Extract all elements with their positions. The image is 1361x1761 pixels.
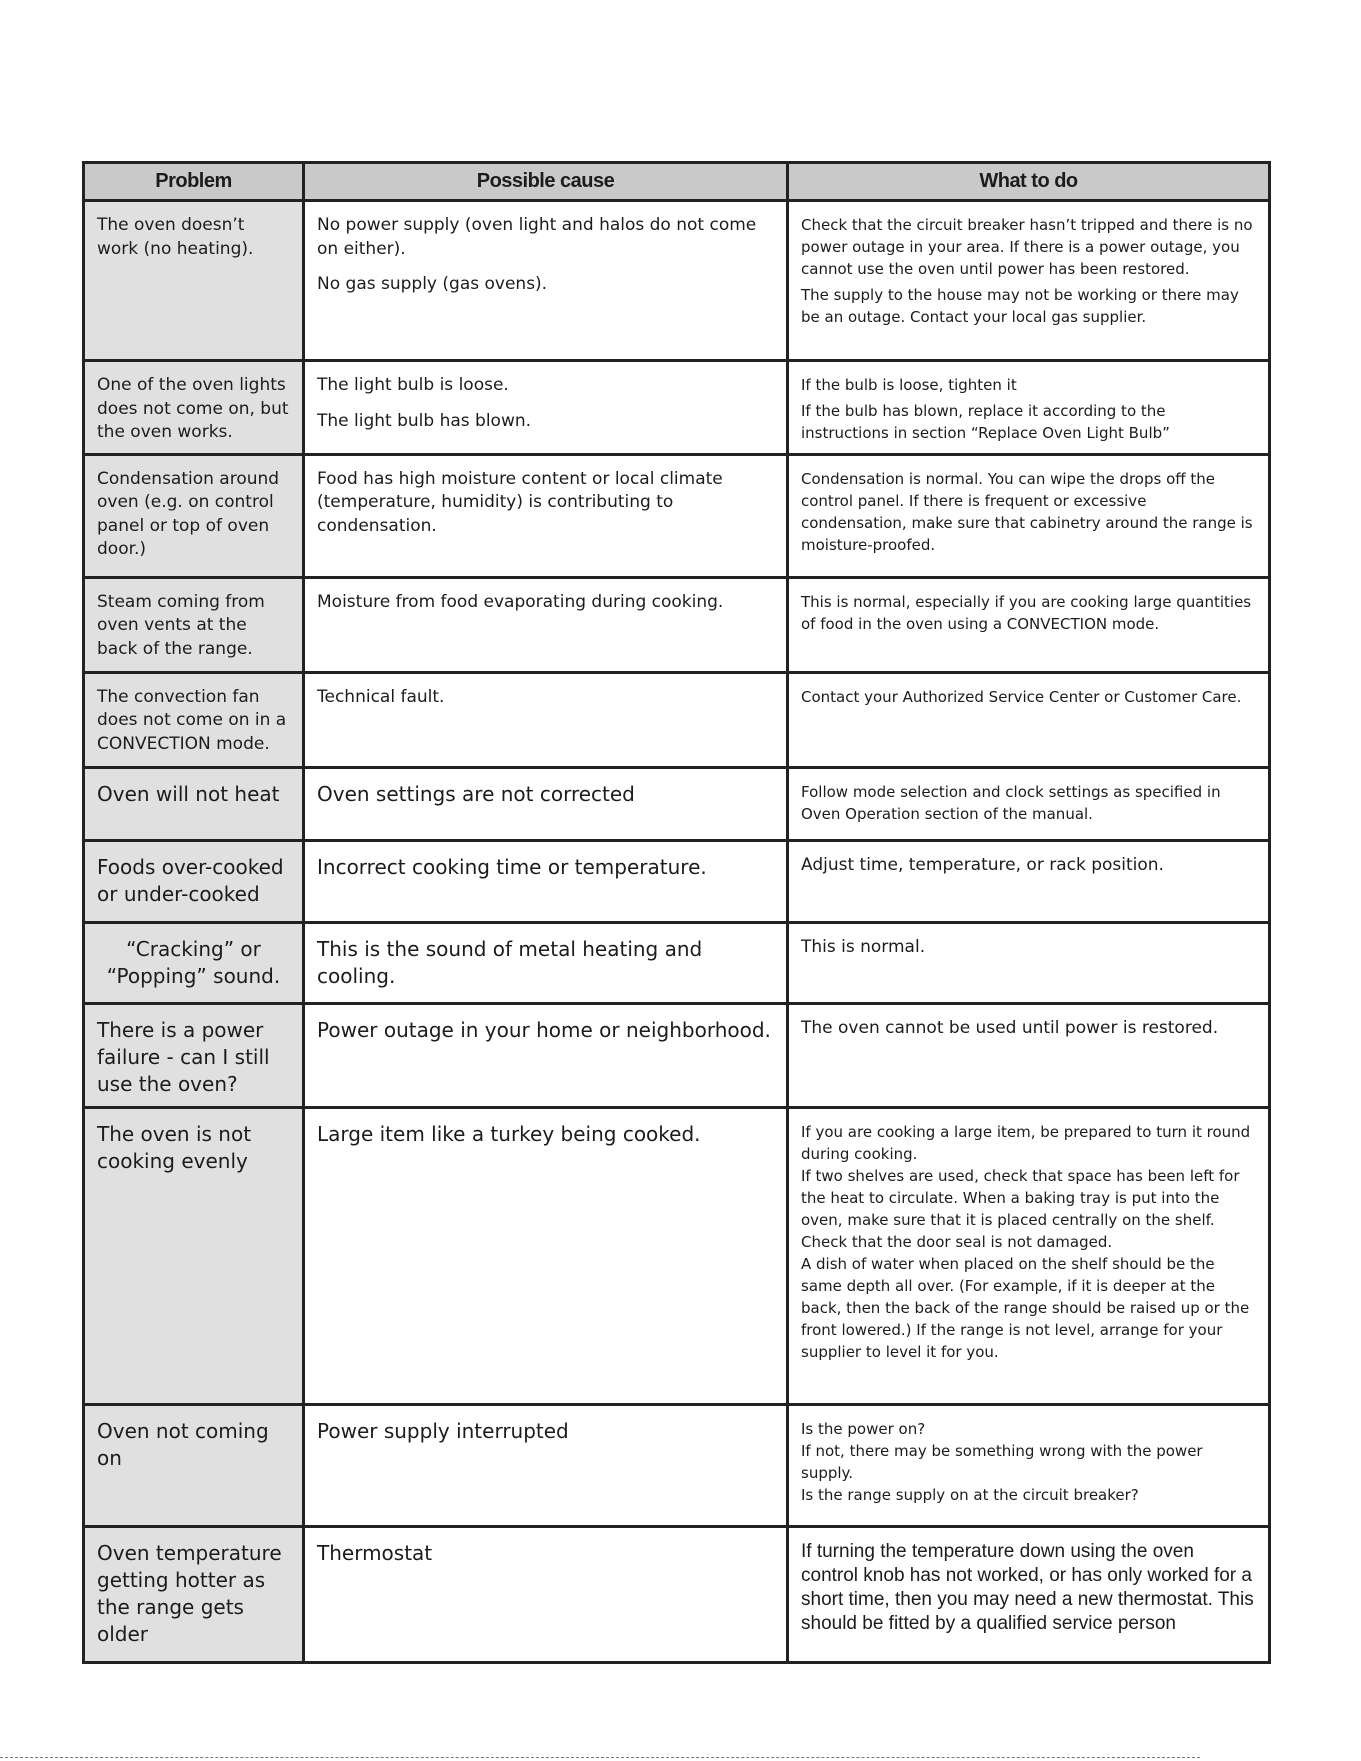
table-row bbox=[84, 1404, 1270, 1526]
action-cell bbox=[788, 454, 1270, 577]
cause-text: Power outage in your home or neighborhood. bbox=[317, 1017, 771, 1042]
problem-text: Condensation around oven (e.g. on control panel or top of oven door.) bbox=[97, 468, 280, 559]
action-cell bbox=[788, 672, 1270, 767]
table-row bbox=[84, 1107, 1270, 1404]
action-text: If two shelves are used, check that space has been left for the heat to circulate. When a baking tray is put into the oven, make sure that it is placed centrally on the shelf. bbox=[801, 1166, 1240, 1229]
header-what-to-do: What to do bbox=[788, 163, 1270, 201]
cause-cell bbox=[304, 1404, 788, 1526]
action-cell bbox=[788, 1107, 1270, 1404]
action-text: Check that the door seal is not damaged. bbox=[801, 1232, 1113, 1251]
action-text: Is the power on? bbox=[801, 1419, 926, 1438]
problem-text: One of the oven lights does not come on, but the oven works. bbox=[97, 375, 289, 442]
cause-cell bbox=[304, 1526, 788, 1662]
cause-cell bbox=[304, 672, 788, 767]
problem-cell bbox=[84, 840, 304, 922]
cause-text: Oven settings are not corrected bbox=[317, 781, 635, 806]
action-text: Check that the circuit breaker hasn’t tripped and there is no power outage in your area. If there is a power outage, you cannot use the oven until power has been restored. bbox=[801, 216, 1253, 278]
action-cell bbox=[788, 1526, 1270, 1662]
cause-text: Thermostat bbox=[317, 1540, 433, 1565]
table-row bbox=[84, 840, 1270, 922]
cause-cell bbox=[304, 767, 788, 840]
action-text: The supply to the house may not be working or there may be an outage. Contact your local gas supplier. bbox=[801, 286, 1239, 326]
action-text: Contact your Authorized Service Center or Customer Care. bbox=[801, 687, 1242, 706]
cause-text: This is the sound of metal heating and cooling. bbox=[317, 936, 703, 988]
action-text: If not, there may be something wrong with the power supply. bbox=[801, 1441, 1203, 1482]
cause-cell bbox=[304, 454, 788, 577]
problem-cell bbox=[84, 454, 304, 577]
problem-text: Oven will not heat bbox=[97, 781, 280, 806]
table-row bbox=[84, 454, 1270, 577]
problem-text: Steam coming from oven vents at the back of the range. bbox=[97, 591, 265, 659]
table-row bbox=[84, 767, 1270, 840]
problem-text: Foods over-cooked or under-cooked bbox=[97, 854, 284, 906]
cause-text: Technical fault. bbox=[317, 686, 445, 707]
problem-cell bbox=[84, 577, 304, 672]
cause-cell bbox=[304, 201, 788, 361]
problem-cell bbox=[84, 672, 304, 767]
action-text: Condensation is normal. You can wipe the drops off the control panel. If there is frequent or excessive condensation, make sure that cabinetry around the range is moisture-proofed. bbox=[801, 469, 1253, 554]
action-text: If you are cooking a large item, be prepared to turn it round during cooking. bbox=[801, 1122, 1251, 1163]
action-text: A dish of water when placed on the shelf should be the same depth all over. (For example, if it is deeper at the back, then the back of the range should be raised up or the front lowered.) If the range is not level, arrange for your supplier to level it for you. bbox=[801, 1254, 1250, 1361]
action-text: The oven cannot be used until power is restored. bbox=[801, 1017, 1219, 1038]
cause-text: No power supply (oven light and halos do not come on either). bbox=[317, 215, 757, 259]
action-cell bbox=[788, 1003, 1270, 1107]
action-cell bbox=[788, 840, 1270, 922]
cause-text: No gas supply (gas ovens). bbox=[317, 274, 548, 294]
cause-cell bbox=[304, 1003, 788, 1107]
table-row bbox=[84, 1003, 1270, 1107]
problem-cell bbox=[84, 767, 304, 840]
problem-text: There is a power failure - can I still use the oven? bbox=[97, 1017, 270, 1096]
cause-text: Food has high moisture content or local climate (temperature, humidity) is contributing to condensation. bbox=[317, 468, 723, 536]
table-header-row bbox=[84, 163, 1270, 201]
problem-text: Oven temperature getting hotter as the range gets older bbox=[97, 1540, 282, 1646]
action-cell bbox=[788, 361, 1270, 455]
header-possible-cause: Possible cause bbox=[304, 163, 788, 201]
header-problem: Problem bbox=[84, 163, 304, 201]
table-row bbox=[84, 201, 1270, 361]
problem-text: The convection fan does not come on in a CONVECTION mode. bbox=[97, 686, 287, 754]
cause-cell bbox=[304, 361, 788, 455]
cause-cell bbox=[304, 840, 788, 922]
problem-cell bbox=[84, 361, 304, 455]
problem-cell bbox=[84, 922, 304, 1003]
cause-cell bbox=[304, 577, 788, 672]
action-text: Adjust time, temperature, or rack position. bbox=[801, 854, 1164, 875]
action-text: If the bulb is loose, tighten it bbox=[801, 376, 1017, 394]
table-row bbox=[84, 361, 1270, 455]
problem-cell bbox=[84, 1526, 304, 1662]
problem-cell bbox=[84, 1404, 304, 1526]
problem-cell bbox=[84, 1107, 304, 1404]
action-text: Is the range supply on at the circuit breaker? bbox=[801, 1485, 1139, 1504]
problem-text: “Cracking” or “Popping” sound. bbox=[106, 936, 281, 988]
action-cell bbox=[788, 922, 1270, 1003]
cause-text: The light bulb has blown. bbox=[317, 410, 532, 431]
cause-cell bbox=[304, 1107, 788, 1404]
action-text: If turning the temperature down using the oven control knob has not worked, or has only worked for a short time, then you may need a new thermostat. This should be fitted by a qualified service person bbox=[801, 1540, 1254, 1634]
page-bottom-rule bbox=[0, 1757, 1200, 1758]
problem-text: Oven not coming on bbox=[97, 1418, 269, 1470]
action-text: This is normal. bbox=[801, 936, 926, 957]
problem-cell bbox=[84, 201, 304, 361]
action-cell bbox=[788, 767, 1270, 840]
action-cell bbox=[788, 1404, 1270, 1526]
table-row bbox=[84, 672, 1270, 767]
action-text: Follow mode selection and clock settings as specified in Oven Operation section of the manual. bbox=[801, 782, 1221, 823]
cause-cell bbox=[304, 922, 788, 1003]
problem-text: The oven is not cooking evenly bbox=[97, 1121, 252, 1173]
action-cell bbox=[788, 577, 1270, 672]
action-text: This is normal, especially if you are cooking large quantities of food in the oven using a CONVECTION mode. bbox=[801, 592, 1252, 633]
cause-text: Power supply interrupted bbox=[317, 1418, 569, 1443]
problem-cell bbox=[84, 1003, 304, 1107]
cause-text: Large item like a turkey being cooked. bbox=[317, 1121, 701, 1146]
table-row bbox=[84, 1526, 1270, 1662]
action-cell bbox=[788, 201, 1270, 361]
troubleshooting-table bbox=[82, 161, 1271, 1664]
cause-text: Moisture from food evaporating during cooking. bbox=[317, 591, 724, 612]
cause-text: Incorrect cooking time or temperature. bbox=[317, 854, 707, 879]
action-text: If the bulb has blown, replace it according to the instructions in section “Replace Oven Light Bulb” bbox=[801, 402, 1170, 442]
table-row bbox=[84, 577, 1270, 672]
problem-text: The oven doesn’t work (no heating). bbox=[97, 215, 254, 259]
table-row bbox=[84, 922, 1270, 1003]
cause-text: The light bulb is loose. bbox=[317, 375, 509, 395]
